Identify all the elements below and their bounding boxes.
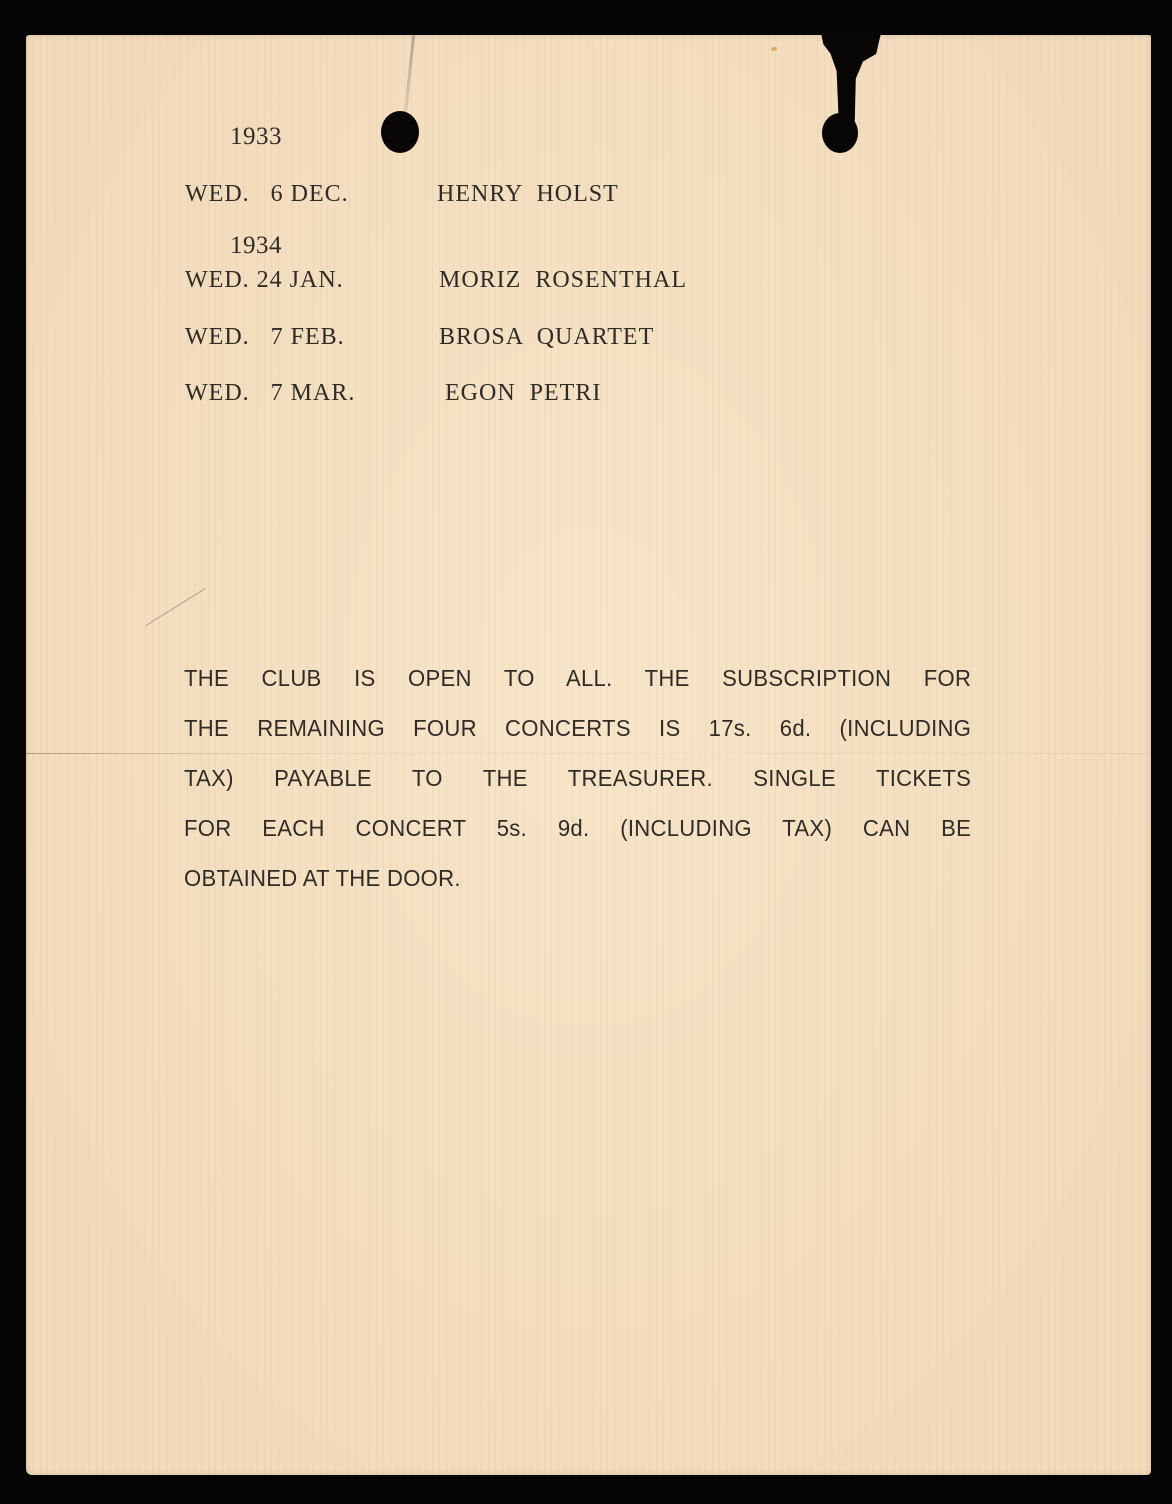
concert-artist: BROSA QUARTET [439,324,655,350]
tear-mark-right [821,33,881,128]
notice-line: THE CLUB IS OPEN TO ALL. THE SUBSCRIPTION FOR [184,665,972,691]
notice-line: OBTAINED AT THE DOOR. [184,865,461,891]
concert-artist: HENRY HOLST [437,181,619,207]
concert-programme-card [26,35,1151,1475]
concert-date: WED. 6 DEC. [185,181,349,207]
paper-stain [771,47,777,51]
notice-line: FOR EACH CONCERT 5s. 9d. (INCLUDING TAX) CAN BE [184,815,972,841]
concert-artist: MORIZ ROSENTHAL [439,267,687,293]
concert-artist: EGON PETRI [445,380,602,406]
year-heading-1934: 1934 [230,232,282,259]
punch-hole-left [381,111,419,153]
concert-date: WED. 24 JAN. [185,267,344,293]
year-heading-1933: 1933 [230,123,282,150]
tear-mark-left [404,35,415,115]
punch-hole-right [822,113,858,153]
pencil-mark [146,588,206,626]
notice-line: TAX) PAYABLE TO THE TREASURER. SINGLE TICKETS [184,765,972,791]
subscription-notice [184,653,971,903]
concert-date: WED. 7 FEB. [185,324,345,350]
concert-date: WED. 7 MAR. [185,380,356,406]
notice-line: THE REMAINING FOUR CONCERTS IS 17s. 6d. (INCLUDING [184,715,972,741]
